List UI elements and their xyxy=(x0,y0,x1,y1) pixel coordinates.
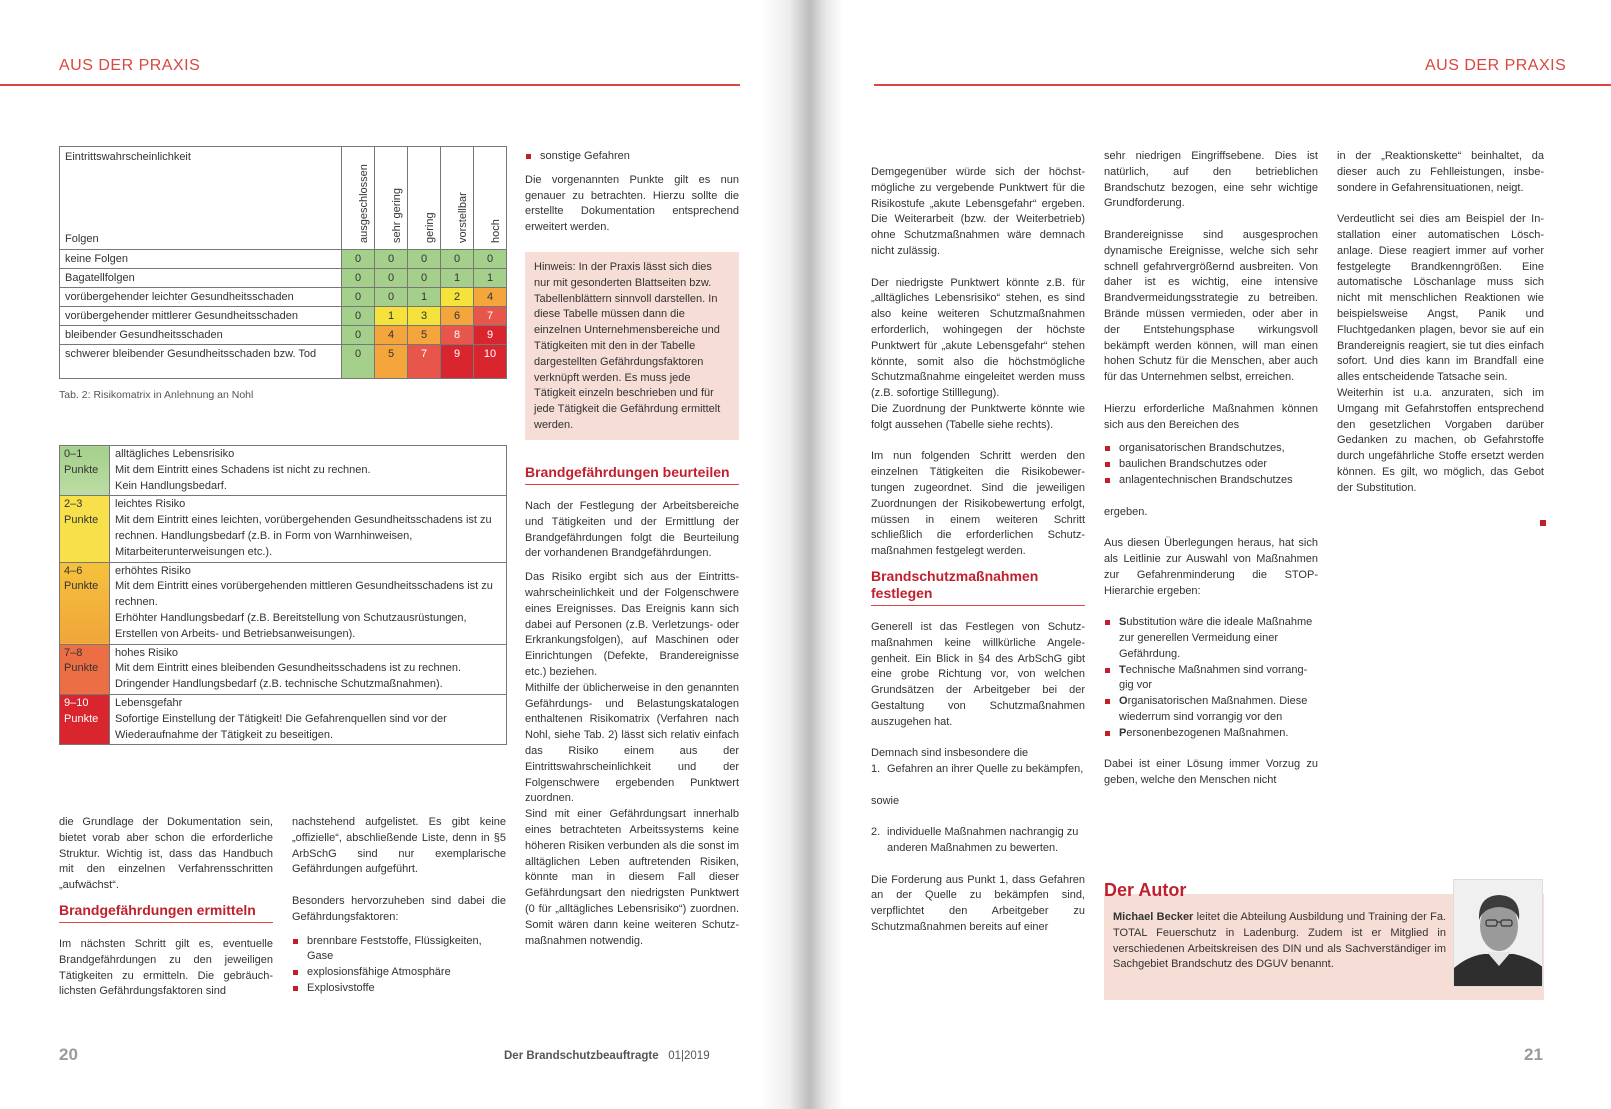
paragraph: sehr niedrigen Eingriffsebene. Dies ist natürlich, auf den betrieblichen Brandschutz bezogen, eine sehr wichtige Grundforderung. xyxy=(1104,150,1318,210)
level-row xyxy=(60,562,507,644)
matrix-cell: 0 xyxy=(342,288,375,307)
fire-protection-list xyxy=(1104,441,1318,488)
level-row xyxy=(60,496,507,562)
risk-levels-table xyxy=(59,445,507,745)
matrix-cell: 0 xyxy=(342,250,375,269)
page-number-right: 21 xyxy=(1524,1045,1543,1064)
matrix-row xyxy=(60,345,507,379)
left-column-3 xyxy=(525,149,739,236)
level-description: leichtes Risiko Mit dem Eintritt eines leichten, vorübergehenden Gesundheitsschadens ist zu rechnen. Handlungsbedarf (z.B. in Form von Warnhinweisen, Mitarbeiterunterweisungen etc.). xyxy=(110,496,507,562)
matrix-cell: 1 xyxy=(474,269,507,288)
list-item: Organisatorischen Maßnahmen. Diese wiederrum sind vorrangig vor den xyxy=(1104,694,1318,726)
book-gutter xyxy=(760,0,843,1109)
matrix-row-label: keine Folgen xyxy=(60,250,342,269)
matrix-cell: 1 xyxy=(408,288,441,307)
paragraph: Demnach sind insbesondere die xyxy=(871,747,1029,760)
matrix-row xyxy=(60,250,507,269)
matrix-row xyxy=(60,269,507,288)
section-heading: Brandgefährdungen ermitteln xyxy=(59,902,273,923)
level-range-cell: 4–6 Punkte xyxy=(60,562,110,644)
matrix-cell: 0 xyxy=(375,288,408,307)
section-heading: Brandschutzmaßnahmen festlegen xyxy=(871,568,1085,606)
level-title: Lebensgefahr xyxy=(115,696,183,709)
list-item: 2. individuelle Maßnahmen nachrangig zu anderen Maßnahmen zu bewerten. xyxy=(871,826,1079,855)
matrix-row-label: vorübergehender leichter Gesundheitsschaden xyxy=(60,288,342,307)
matrix-cell: 0 xyxy=(342,307,375,326)
paragraph: Demgegenüber würde sich der höchstmögliche zu vergebende Punktwert für die Risikostufe „akute Lebensgefahr“ ergeben. Die Weiterarbeit (bzw. der Weiterbetrieb) ohne Schutzmaßnahmen wäre demnach nicht zulässig. xyxy=(871,166,1085,257)
paragraph: Hierzu erforderliche Maßnahmen können sich aus den Bereichen des xyxy=(1104,402,1318,431)
matrix-row-label: schwerer bleibender Gesundheitsschaden bzw. Tod xyxy=(60,345,342,379)
hint-box: Hinweis: In der Praxis lässt sich dies nur mit gesonderten Blattseiten bzw. Tabellenblättern sinnvoll darstellen. In diese Tabelle müssen dann die einzelnen Unternehmensbereiche und Tätigkeiten mit den in der Tabelle dargestellten Gefährdungsfaktoren verknüpft werden. Es muss jede Tätigkeit einzeln beschrieben und für jede Tätigkeit die Gefährdung ermittelt werden. xyxy=(525,252,739,440)
matrix-cell: 7 xyxy=(474,307,507,326)
list-item: sonstige Gefahren xyxy=(525,149,739,165)
paragraph: Sind mit einer Gefährdungsart innerhalb eines betrachteten Arbeitssystems keine höheren Risiken verbunden als die sonst im alltäglichen Leben auftretenden Risiken, könnte man in diesem Fall dieser Gefährdungsart den niedrigsten Punktwert (0 für „alltägliches Lebensrisiko“) zuordnen. Somit wären dann keine weiteren Schutzmaßnahmen notwendig. xyxy=(525,808,739,947)
author-heading: Der Autor xyxy=(1104,880,1187,900)
paragraph: Im nächsten Schritt gilt es, eventuelle Brandgefährdungen zu den jeweiligen Tätigkeiten zu ermitteln. Die gebräuchlichsten Gefährdungsfaktoren sind xyxy=(59,937,273,998)
footer-magazine: Der Brandschutzbeauftragte 01|2019 xyxy=(504,1050,710,1062)
header-rule-left xyxy=(0,84,740,86)
matrix-cell: 9 xyxy=(441,345,474,379)
left-column-3-lower xyxy=(525,464,739,949)
level-description: hohes Risiko Mit dem Eintritt eines bleibenden Gesundheitsschadens ist zu rechnen. Dringender Handlungsbedarf (z.B. technische Schutzmaßnahmen). xyxy=(110,644,507,694)
level-row xyxy=(60,694,507,744)
matrix-cell: 9 xyxy=(474,326,507,345)
matrix-cell: 5 xyxy=(408,326,441,345)
matrix-cell: 0 xyxy=(342,269,375,288)
matrix-caption: Tab. 2: Risikomatrix in Anlehnung an Nohl xyxy=(59,389,254,401)
paragraph: Weiterhin ist u.a. anzuraten, sich im Umgang mit Gefahrstoffen entsprechend den gesetzlichen Vorgaben darüber Gedanken zu machen, ob Gefahrstoffe durch ungefährliche Stoffe ersetzt werden können. Es gilt, wo möglich, das Gebot der Substitution. xyxy=(1337,386,1544,494)
level-row xyxy=(60,644,507,694)
header-rule-right xyxy=(874,84,1611,86)
list-item: anlagentechnischen Brandschutzes xyxy=(1104,473,1318,489)
level-range-cell: 0–1 Punkte xyxy=(60,446,110,496)
paragraph: Die vorgenannten Punkte gilt es nun genauer zu betrachten. Hierzu sollte die erstellte Dokumentation entsprechend erweitert werden. xyxy=(525,173,739,234)
paragraph: Dabei ist einer Lösung immer Vorzug zu geben, welche den Menschen nicht xyxy=(1104,758,1318,787)
level-title: hohes Risiko xyxy=(115,646,178,659)
article-end-mark xyxy=(1540,520,1546,526)
matrix-cell: 0 xyxy=(342,345,375,379)
list-item: Personenbezogenen Maßnahmen. xyxy=(1104,726,1318,742)
paragraph: sowie xyxy=(871,794,900,807)
left-column-1 xyxy=(59,815,273,1000)
level-title: leichtes Risiko xyxy=(115,498,186,511)
list-item: Substitution wäre die ideale Maßnahme zur generellen Vermeidung einer Gefährdung. xyxy=(1104,615,1318,662)
paragraph: in der „Reaktionskette“ beinhaltet, da dieser auch zu Fehlleistungen, insbesondere in Gefahrensituationen, neigt. xyxy=(1337,150,1544,194)
matrix-axis-probability: Eintrittswahrscheinlichkeit xyxy=(65,151,191,163)
right-column-2 xyxy=(1104,149,1318,789)
matrix-axis-consequences: Folgen xyxy=(65,233,99,245)
matrix-cell: 0 xyxy=(342,326,375,345)
paragraph: Besonders hervorzuheben sind dabei die Gefährdungsfaktoren: xyxy=(292,894,506,923)
paragraph: Das Risiko ergibt sich aus der Eintrittswahrscheinlichkeit und der Folgenschwere eines Ereignisses. Das Ereignis kann sich dabei auf Personen (z.B. Verletzungs- oder Erkrankungsfolgen), auf Maschinen oder Einrichtungen (Defekte, Brandereignisse etc.) beziehen. xyxy=(525,571,739,678)
matrix-col-header: sehr gering xyxy=(375,147,408,250)
paragraph: die Grundlage der Dokumentation sein, bietet vorab aber schon die erforderliche Struktur. Wichtig ist, dass das Handbuch mit den einzelnen Verfahrensschritten „aufwächst“. xyxy=(59,816,273,892)
level-row xyxy=(60,446,507,496)
matrix-cell: 0 xyxy=(441,250,474,269)
level-description: erhöhtes Risiko Mit dem Eintritt eines vorübergehenden mittleren Gesundheitsschadens ist zu rechnen. Erhöhter Handlungsbedarf (z.B. Bereitstellung von Schutzausrüstungen, Erstellen von Arbeits- und Betriebsanweisungen). xyxy=(110,562,507,644)
author-portrait-image xyxy=(1454,880,1543,987)
list-item: baulichen Brandschutzes oder xyxy=(1104,457,1318,473)
list-item: Explosivstoffe xyxy=(292,981,506,997)
matrix-cell: 2 xyxy=(441,288,474,307)
hazard-list xyxy=(292,934,506,997)
paragraph: Generell ist das Festlegen von Schutzmaßnahmen keine willkürliche Angelegenheit. Ein Blick in §4 des ArbSchG gibt eine grobe Richtung vor, von welchen Grundsätzen der Arbeitgeber bei der Gestaltung von Schutzmaßnahmen auszugehen hat. xyxy=(871,620,1085,728)
section-heading: Brandgefährdungen beurteilen xyxy=(525,464,739,485)
matrix-col-header: gering xyxy=(408,147,441,250)
paragraph: Brandereignisse sind ausgesprochen dynamische Ereignisse, welche sich sehr schnell gefahrvergrößernd ausbreiten. Von daher ist es wichtig, eine intensive Brandvermeidungsstrategie zu betreiben. Brände müssen vermieden, oder aber in der Entstehungsphase wirkungsvoll bekämpft werden können, will man einen hohen Schutz für die Menschen, aber auch für das Unternehmen selbst, erreichen. xyxy=(1104,228,1318,384)
matrix-cell: 8 xyxy=(441,326,474,345)
matrix-cell: 0 xyxy=(375,250,408,269)
matrix-cell: 0 xyxy=(408,269,441,288)
matrix-row-label: vorübergehender mittlerer Gesundheitsschaden xyxy=(60,307,342,326)
level-range-cell: 9–10 Punkte xyxy=(60,694,110,744)
paragraph: Mithilfe der üblicherweise in den genannten Gefährdungs- und Belastungskatalogen enthaltenen Risikomatrix (Verfahren nach Nohl, siehe Tab. 2) lässt sich relativ einfach das Risiko einem aus der Eintrittswahrscheinlichkeit und der Folgenschwere ergebenden Punktwert zuordnen. xyxy=(525,681,739,805)
matrix-row xyxy=(60,307,507,326)
matrix-col-header: hoch xyxy=(474,147,507,250)
level-title: erhöhtes Risiko xyxy=(115,564,191,577)
matrix-cell: 0 xyxy=(408,250,441,269)
author-photo xyxy=(1453,879,1543,987)
matrix-row xyxy=(60,288,507,307)
matrix-cell: 10 xyxy=(474,345,507,379)
matrix-cell: 7 xyxy=(408,345,441,379)
matrix-cell: 6 xyxy=(441,307,474,326)
list-item: explosionsfähige Atmosphäre xyxy=(292,965,506,981)
list-item: 1. Gefahren an ihrer Quelle zu bekämpfen, xyxy=(871,763,1084,776)
matrix-cell: 4 xyxy=(474,288,507,307)
running-head-left: AUS DER PRAXIS xyxy=(59,57,201,74)
page-number-left: 20 xyxy=(59,1045,78,1064)
matrix-row xyxy=(60,326,507,345)
stop-hierarchy-list xyxy=(1104,615,1318,741)
matrix-col-header: ausgeschlossen xyxy=(342,147,375,250)
matrix-cell: 0 xyxy=(474,250,507,269)
level-range-cell: 2–3 Punkte xyxy=(60,496,110,562)
paragraph: Verdeutlicht sei dies am Beispiel der Installation einer automatischen Löschanlage. Diese reagiert immer auf vorher festgelegte Brandkenngrößen. Eine automatische Löschanlage muss sich nicht mit menschlichen Reaktionen wie beispielsweise Angst, Panik und Fluchtgedanken plagen, bevor sie auf ein Brandereignis reagiert, sie tut dies einfach sofort. Und dies kann im Brandfall eine alles entscheidende Tatsache sein. xyxy=(1337,213,1544,384)
paragraph: nachstehend aufgelistet. Es gibt keine „offizielle“, abschließende Liste, denn in §5 ArbSchG sind nur exemplarische Gefährdungen aufgeführt. xyxy=(292,816,506,876)
author-bio: Michael Becker leitet die Abteilung Ausbildung und Training der Fa. TOTAL Feuerschutz in Ladenburg. Zudem ist er Mitglied in verschiedenen Arbeitskreisen des DIN und als Sachverständiger im Sachgebiet Brandschutz des DGUV benannt. xyxy=(1113,911,1446,971)
level-range-cell: 7–8 Punkte xyxy=(60,644,110,694)
matrix-cell: 0 xyxy=(375,269,408,288)
right-column-3 xyxy=(1337,149,1544,497)
matrix-cell: 5 xyxy=(375,345,408,379)
level-title: alltägliches Lebensrisiko xyxy=(115,448,235,460)
paragraph: Die Forderung aus Punkt 1, dass Gefahren an der Quelle zu bekämpfen sind, verpflichtet den Arbeitgeber zu Schutzmaßnahmen bereits auf einer xyxy=(871,873,1085,934)
list-item: organisatorischen Brandschutzes, xyxy=(1104,441,1318,457)
author-name: Michael Becker xyxy=(1113,911,1194,923)
paragraph: Im nun folgenden Schritt werden den einzelnen Tätigkeiten die Risikobewertungen zugeordnet. Sind die jeweiligen Zuordnungen der Risikobewertung erfolgt, müssen in einem weiteren Schritt schließlich die erforderlichen Schutzmaßnahmen festgelegt werden. xyxy=(871,450,1085,558)
principles-list xyxy=(871,762,1085,778)
list-item: Technische Maßnahmen sind vorranggig vor xyxy=(1104,663,1318,695)
matrix-col-header: vorstellbar xyxy=(441,147,474,250)
matrix-row-label: Bagatellfolgen xyxy=(60,269,342,288)
principles-list xyxy=(871,825,1085,857)
level-description: alltägliches Lebensrisiko Mit dem Eintritt eines Schadens ist nicht zu rechnen. Kein Handlungsbedarf. xyxy=(110,446,507,496)
paragraph: ergeben. xyxy=(1104,505,1148,518)
paragraph: Die Zuordnung der Punktwerte könnte wie folgt aussehen (Tabelle siehe rechts). xyxy=(871,402,1085,431)
paragraph: Der niedrigste Punktwert könnte z.B. für „alltägliches Lebensrisiko“ stehen, es sind also keine weiteren Schutzmaßnahmen erforderlich, wohingegen der höchste Punktwert für „akute Lebensgefahr“ stehen könnte, somit also die höchstmögliche Schutzmaßnahme eingeleitet werden muss (z.B. sofortige Stilllegung). xyxy=(871,276,1085,400)
matrix-row-label: bleibender Gesundheitsschaden xyxy=(60,326,342,345)
hazard-list-continued xyxy=(525,149,739,165)
matrix-cell: 1 xyxy=(375,307,408,326)
paragraph: Aus diesen Überlegungen heraus, hat sich als Leitlinie zur Auswahl von Maßnahmen zur Gefahrenminderung die STOP-Hierarchie ergeben: xyxy=(1104,537,1318,597)
left-column-2 xyxy=(292,815,506,997)
level-description: Lebensgefahr Sofortige Einstellung der Tätigkeit! Die Gefahrenquellen sind vor der Wiederaufnahme der Tätigkeit zu beseitigen. xyxy=(110,694,507,744)
right-column-1 xyxy=(871,165,1085,936)
paragraph: Nach der Festlegung der Arbeitsbereiche und Tätigkeiten und der Ermittlung der Brandgefährdungen folgt die Beurteilung der vorhandenen Brandgefährdungen. xyxy=(525,500,739,560)
list-item: brennbare Feststoffe, Flüssigkeiten, Gase xyxy=(292,934,506,966)
risk-matrix-table xyxy=(59,146,507,379)
matrix-corner xyxy=(60,147,342,250)
running-head-right: AUS DER PRAXIS xyxy=(1425,57,1567,74)
matrix-cell: 3 xyxy=(408,307,441,326)
matrix-cell: 1 xyxy=(441,269,474,288)
matrix-cell: 4 xyxy=(375,326,408,345)
